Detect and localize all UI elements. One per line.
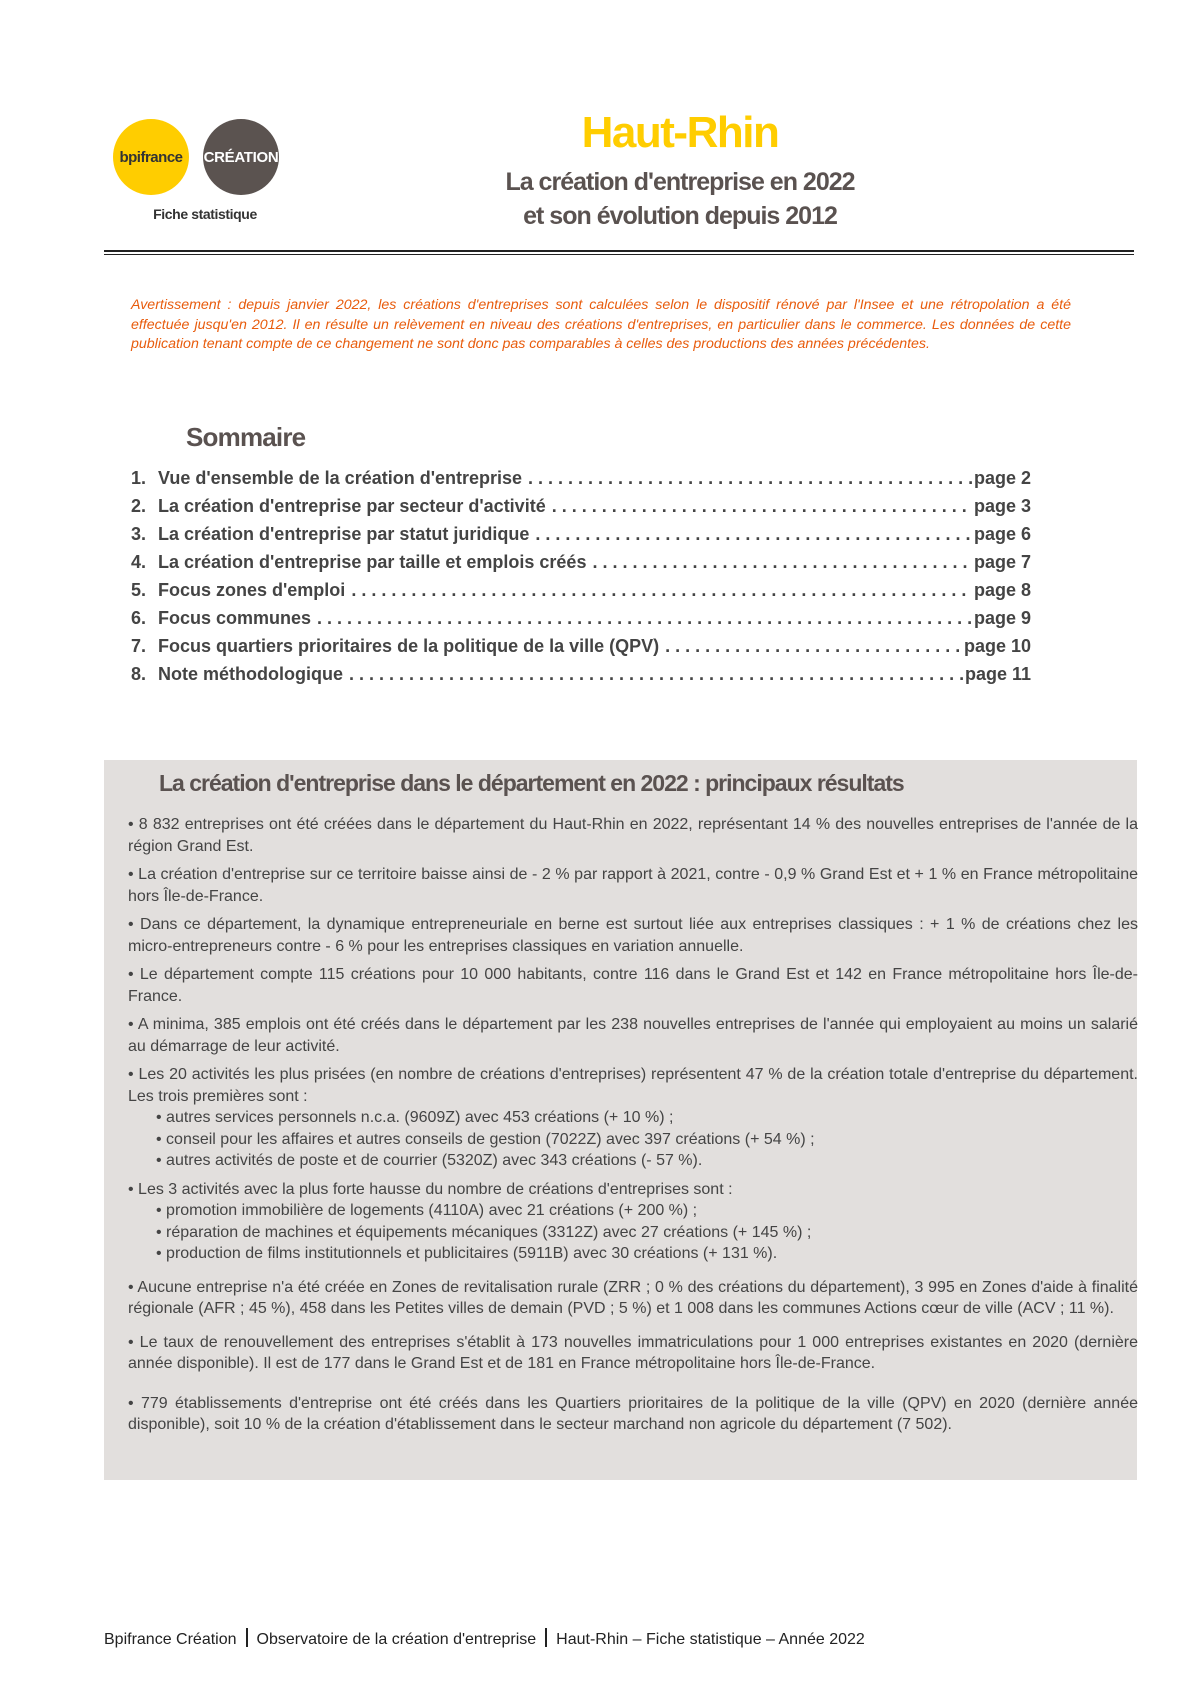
toc-item-8[interactable]: [131, 664, 1031, 692]
footer-document: Haut-Rhin – Fiche statistique – Année 2022: [556, 1631, 865, 1648]
toc-item-label: La création d'entreprise par statut juridique: [158, 524, 530, 544]
result-paragraph: • A minima, 385 emplois ont été créés dans le département par les 238 nouvelles entreprises de l'année qui employaient au moins un salarié au démarrage de leur activité.: [128, 1016, 1138, 1055]
result-paragraph: • Les 3 activités avec la plus forte hausse du nombre de créations d'entreprises sont :: [128, 1180, 733, 1198]
footer-observatory: Observatoire de la création d'entreprise: [256, 1631, 537, 1648]
sommaire-title: Sommaire: [186, 422, 306, 452]
result-paragraph: • Dans ce département, la dynamique entrepreneuriale en berne est surtout liée aux entreprises classiques : + 1 % de créations chez les micro-entrepreneurs contre - 6 % pour les entreprises classiques en variation annuelle.: [128, 916, 1138, 955]
header-divider: [104, 250, 1134, 252]
creation-logo: [203, 119, 279, 195]
results-body: [128, 814, 1138, 1443]
footer-publisher: Bpifrance Création: [104, 1631, 237, 1648]
page-title: Haut-Rhin: [581, 108, 779, 157]
result-subitem: • autres activités de poste et de courrier (5320Z) avec 343 créations (- 57 %).: [156, 1152, 703, 1169]
result-paragraph: • 779 établissements d'entreprise ont été créés dans les Quartiers prioritaires de la politique de la ville (QPV) en 2020 (dernière année disponible), soit 10 % de la création d'établissement dans le secteur marchand non agricole du département (7 502).: [128, 1394, 1138, 1433]
toc-item-label: La création d'entreprise par taille et emplois créés: [158, 552, 587, 572]
toc-item-number: 4.: [131, 552, 147, 572]
results-box: [104, 760, 1137, 1480]
toc-leader-dots: [552, 496, 972, 517]
toc-item-1[interactable]: [131, 468, 1031, 496]
results-title: La création d'entreprise dans le département en 2022 : principaux résultats: [159, 770, 904, 796]
toc-leader-dots: [535, 524, 972, 545]
toc-leader-dots: [528, 468, 972, 489]
toc-item-number: 6.: [131, 608, 147, 628]
warning-notice: Avertissement : depuis janvier 2022, les créations d'entreprises sont calculées selon le dispositif rénové par l'Insee et une rétropolation a été effectuée jusqu'en 2012. Il en résulte un relèvement en niveau des créations d'entreprises, en particulier dans le commerce. Les données de cette publication tenant compte de ce changement ne sont donc pas comparables à celles des productions des années précédentes.: [131, 297, 1071, 352]
bpifrance-logo-text: bpifrance: [119, 148, 183, 166]
fiche-label: Fiche statistique: [153, 206, 257, 222]
result-paragraph: • La création d'entreprise sur ce territoire baisse ainsi de - 2 % par rapport à 2021, contre - 0,9 % Grand Est et + 1 % en France métropolitaine hors Île-de-France.: [128, 866, 1138, 905]
toc-item-number: 1.: [131, 468, 147, 488]
toc-item-label: Vue d'ensemble de la création d'entreprise: [158, 468, 523, 488]
result-subitem: • conseil pour les affaires et autres conseils de gestion (7022Z) avec 397 créations (+ 54 %) ;: [156, 1130, 815, 1148]
toc-item-label: Note méthodologique: [158, 664, 343, 684]
toc-item-page: page 7: [973, 552, 1031, 572]
toc-item-label: Focus zones d'emploi: [158, 580, 346, 600]
result-subitem: • réparation de machines et équipements mécaniques (3312Z) avec 27 créations (+ 145 %) ;: [156, 1223, 812, 1241]
toc-item-number: 7.: [131, 636, 147, 656]
footer-separator: [246, 1628, 248, 1647]
toc-item-4[interactable]: [131, 552, 1031, 580]
result-paragraph: • 8 832 entreprises ont été créées dans le département du Haut-Rhin en 2022, représentant 14 % des nouvelles entreprises de l'année de la région Grand Est.: [128, 816, 1138, 855]
toc-item-page: page 9: [973, 608, 1031, 628]
toc-item-number: 3.: [131, 524, 147, 544]
toc-item-number: 8.: [131, 664, 147, 684]
creation-logo-text: CRÉATION: [203, 148, 279, 166]
toc-item-label: Focus communes: [158, 608, 312, 628]
bpifrance-logo: [113, 119, 189, 195]
header-divider-thin: [104, 254, 1134, 255]
toc-item-label: Focus quartiers prioritaires de la politique de la ville (QPV): [158, 636, 660, 656]
page-subtitle-line2: et son évolution depuis 2012: [523, 202, 837, 230]
result-paragraph: • Le taux de renouvellement des entreprises s'établit à 173 nouvelles immatriculations pour 1 000 entreprises existantes en 2020 (dernière année disponible). Il est de 177 dans le Grand Est et de 181 en France métropolitaine hors Île-de-France.: [128, 1333, 1138, 1372]
toc-item-page: page 6: [973, 524, 1031, 544]
toc-leader-dots: [349, 664, 963, 685]
toc-leader-dots: [351, 580, 972, 601]
toc-item-6[interactable]: [131, 608, 1031, 636]
result-paragraph: • Aucune entreprise n'a été créée en Zones de revitalisation rurale (ZRR ; 0 % des créations du département), 3 995 en Zones d'aide à finalité régionale (AFR ; 45 %), 458 dans les Petites villes de demain (PVD ; 5 %) et 1 008 dans les communes Actions cœur de ville (ACV ; 11 %).: [128, 1278, 1138, 1317]
toc-item-page: page 2: [973, 468, 1031, 488]
toc-item-number: 5.: [131, 580, 147, 600]
toc-item-label: La création d'entreprise par secteur d'activité: [158, 496, 546, 516]
toc-leader-dots: [665, 636, 962, 657]
toc-item-5[interactable]: [131, 580, 1031, 608]
toc-item-2[interactable]: [131, 496, 1031, 524]
page-subtitle-line1: La création d'entreprise en 2022: [505, 168, 855, 196]
result-subitem: • production de films institutionnels et publicitaires (5911B) avec 30 créations (+ 131 %).: [156, 1245, 778, 1262]
result-subitem: • promotion immobilière de logements (4110A) avec 21 créations (+ 200 %) ;: [156, 1202, 698, 1219]
result-paragraph: • Le département compte 115 créations pour 10 000 habitants, contre 116 dans le Grand Est et 142 en France métropolitaine hors Île-de-France.: [128, 966, 1138, 1005]
footer-separator: [545, 1628, 547, 1647]
result-subitem: • autres services personnels n.c.a. (9609Z) avec 453 créations (+ 10 %) ;: [156, 1109, 674, 1126]
toc-item-page: page 3: [973, 496, 1031, 516]
toc-item-page: page 8: [973, 580, 1031, 600]
toc-item-7[interactable]: [131, 636, 1031, 664]
table-of-contents: [131, 468, 1031, 692]
toc-item-page: page 10: [963, 636, 1031, 656]
page-footer: [104, 1628, 865, 1649]
toc-leader-dots: [317, 608, 972, 629]
toc-item-number: 2.: [131, 496, 147, 516]
toc-leader-dots: [592, 552, 972, 573]
toc-item-page: page 11: [964, 664, 1031, 684]
toc-item-3[interactable]: [131, 524, 1031, 552]
result-paragraph: • Les 20 activités les plus prisées (en nombre de créations d'entreprises) représentent 47 % de la création totale d'entreprise du département. Les trois premières sont :: [128, 1066, 1138, 1105]
